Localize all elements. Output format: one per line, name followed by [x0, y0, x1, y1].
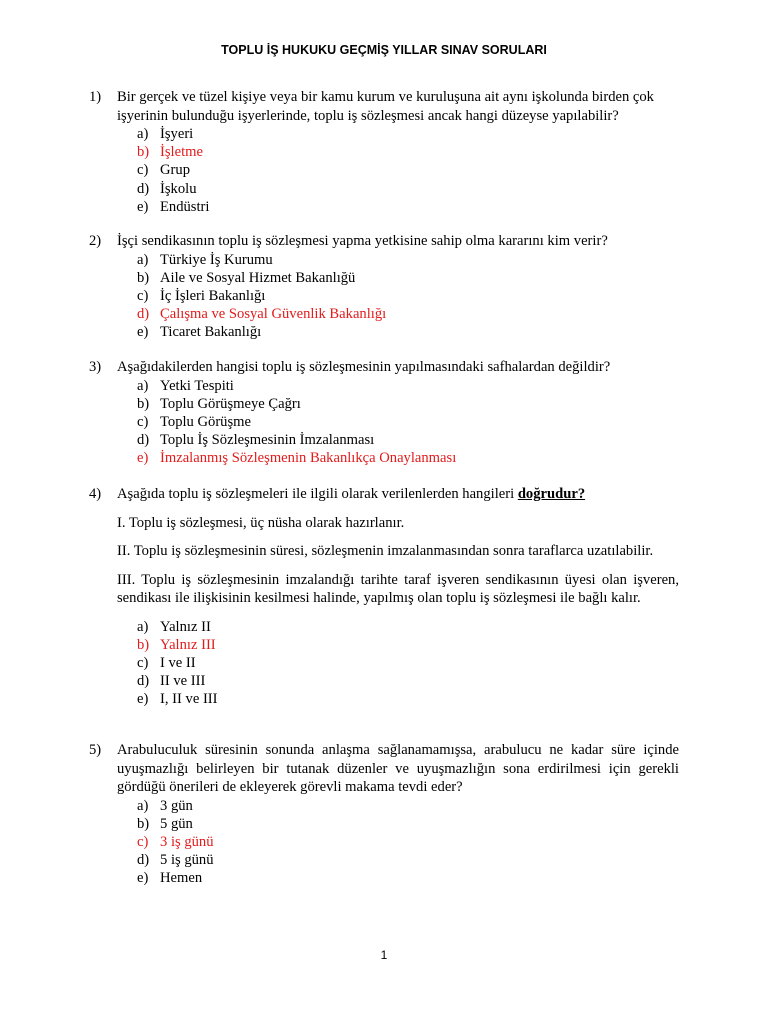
question-number: 3) — [89, 359, 102, 375]
question-text: İşçi sendikasının toplu iş sözleşmesi yapma yetkisine sahip olma kararını kim verir? — [117, 233, 608, 249]
statement-3: III. Toplu iş sözleşmesinin imzalandığı tarihte taraf işveren sendikasının üyesi olan işveren, sendikası ile ilişkisinin kesilmesi halinde, yapılmış olan toplu iş sözleşmesi ile bağlı kalır. — [117, 571, 679, 606]
question-text: Bir gerçek ve tüzel kişiye veya bir kamu kurum ve kuruluşuna ait aynı işkolunda birden çok işyerinin bulunduğu işyerlerinde, toplu iş sözleşmesi ancak hangi düzeyse yapılabilir? — [117, 89, 654, 124]
answer-options — [137, 618, 679, 709]
page-title: TOPLU İŞ HUKUKU GEÇMİŞ YILLAR SINAV SORULARI — [221, 43, 547, 57]
option-c — [137, 654, 679, 672]
option-letter: d) — [137, 306, 150, 323]
option-letter: e) — [137, 198, 149, 215]
question-number: 2) — [89, 233, 102, 249]
option-d — [137, 180, 679, 198]
option-letter: b) — [137, 269, 150, 286]
option-a — [137, 125, 679, 143]
statement-1: I. Toplu iş sözleşmesi, üç nüsha olarak hazırlanır. — [117, 514, 405, 531]
option-letter: b) — [137, 144, 150, 161]
option-d-correct — [137, 305, 679, 323]
option-letter: e) — [137, 324, 149, 341]
question-number: 5) — [89, 742, 102, 758]
option-text: Toplu Görüşmeye Çağrı — [160, 395, 301, 412]
option-text: Türkiye İş Kurumu — [160, 251, 273, 268]
question-4 — [89, 485, 679, 709]
option-c — [137, 287, 679, 305]
option-letter: c) — [137, 413, 149, 430]
option-text: İç İşleri Bakanlığı — [160, 287, 266, 304]
question-text: Arabuluculuk süresinin sonunda anlaşma sağlanamamışsa, arabulucu ne kadar süre içinde uyuşmazlığı belirleyen bir tutanak düzenler ve uyuşmazlığın sona erdirilmesi için gerekli gördüğü önerileri de ekleyerek görevli makama tevdi eder? — [117, 742, 679, 795]
option-a — [137, 377, 679, 395]
option-letter: a) — [137, 251, 149, 268]
option-letter: d) — [137, 852, 150, 869]
option-d — [137, 431, 679, 449]
option-letter: b) — [137, 636, 150, 653]
option-text: Toplu İş Sözleşmesinin İmzalanması — [160, 432, 375, 449]
question-text-main: Aşağıda toplu iş sözleşmeleri ile ilgili olarak verilenlerden hangileri — [117, 486, 518, 502]
option-d — [137, 672, 679, 690]
option-text: İşyeri — [160, 126, 194, 142]
option-text: Hemen — [160, 870, 203, 887]
option-letter: b) — [137, 815, 150, 832]
question-3 — [89, 358, 679, 468]
option-text: Yalnız II — [160, 618, 211, 635]
option-text: I ve II — [160, 654, 196, 671]
option-c-correct — [137, 833, 679, 851]
page-number: 1 — [380, 948, 388, 962]
option-text: 5 iş günü — [160, 852, 214, 869]
answer-options — [137, 251, 679, 342]
answer-options — [137, 797, 679, 888]
question-2 — [89, 232, 679, 342]
option-text: Toplu Görüşme — [160, 413, 251, 430]
option-letter: e) — [137, 450, 149, 467]
option-letter: e) — [137, 870, 149, 887]
question-number: 1) — [89, 89, 102, 105]
option-letter: b) — [137, 395, 150, 412]
option-text: II ve III — [160, 673, 206, 690]
answer-options — [137, 377, 679, 468]
option-e — [137, 690, 679, 708]
option-text: 3 iş günü — [160, 833, 214, 850]
option-letter: d) — [137, 673, 150, 690]
option-d — [137, 851, 679, 869]
statement-2: II. Toplu iş sözleşmesinin süresi, sözleşmenin imzalanmasından sonra taraflarca uzatılabilir. — [117, 543, 654, 559]
option-text: Çalışma ve Sosyal Güvenlik Bakanlığı — [160, 306, 387, 323]
option-b — [137, 269, 679, 287]
question-1 — [89, 88, 679, 216]
option-text: Grup — [160, 162, 190, 179]
option-c — [137, 413, 679, 431]
option-letter: c) — [137, 654, 149, 671]
option-e — [137, 323, 679, 341]
option-text: İşletme — [160, 144, 203, 161]
option-b — [137, 815, 679, 833]
option-b-correct — [137, 636, 679, 654]
option-letter: a) — [137, 126, 149, 142]
option-text: Yetki Tespiti — [160, 377, 234, 394]
answer-options — [137, 125, 679, 216]
option-letter: a) — [137, 797, 149, 814]
option-e-correct — [137, 449, 679, 467]
option-text: 5 gün — [160, 815, 193, 832]
option-text: I, II ve III — [160, 691, 218, 708]
option-text: Endüstri — [160, 198, 210, 215]
question-emphasis: doğrudur? — [517, 486, 586, 502]
question-5 — [89, 741, 679, 888]
option-text: Yalnız III — [160, 636, 216, 653]
option-e — [137, 198, 679, 216]
option-letter: e) — [137, 691, 149, 708]
option-e — [137, 869, 679, 887]
option-letter: c) — [137, 162, 149, 179]
option-letter: a) — [137, 377, 149, 394]
option-b — [137, 395, 679, 413]
question-text — [117, 485, 679, 504]
option-letter: a) — [137, 618, 149, 635]
option-text: İşkolu — [160, 180, 197, 197]
option-a — [137, 618, 679, 636]
option-b-correct — [137, 143, 679, 161]
option-letter: d) — [137, 180, 150, 197]
option-text: 3 gün — [160, 797, 193, 814]
option-a — [137, 251, 679, 269]
question-number: 4) — [89, 486, 102, 502]
option-letter: c) — [137, 287, 149, 304]
option-letter: d) — [137, 432, 150, 449]
option-text: İmzalanmış Sözleşmenin Bakanlıkça Onaylanması — [160, 450, 457, 467]
option-letter: c) — [137, 833, 149, 850]
option-c — [137, 161, 679, 179]
option-text: Ticaret Bakanlığı — [160, 324, 262, 341]
option-a — [137, 797, 679, 815]
question-text: Aşağıdakilerden hangisi toplu iş sözleşmesinin yapılmasındaki safhalardan değildir? — [117, 359, 611, 375]
option-text: Aile ve Sosyal Hizmet Bakanlığü — [160, 269, 356, 286]
